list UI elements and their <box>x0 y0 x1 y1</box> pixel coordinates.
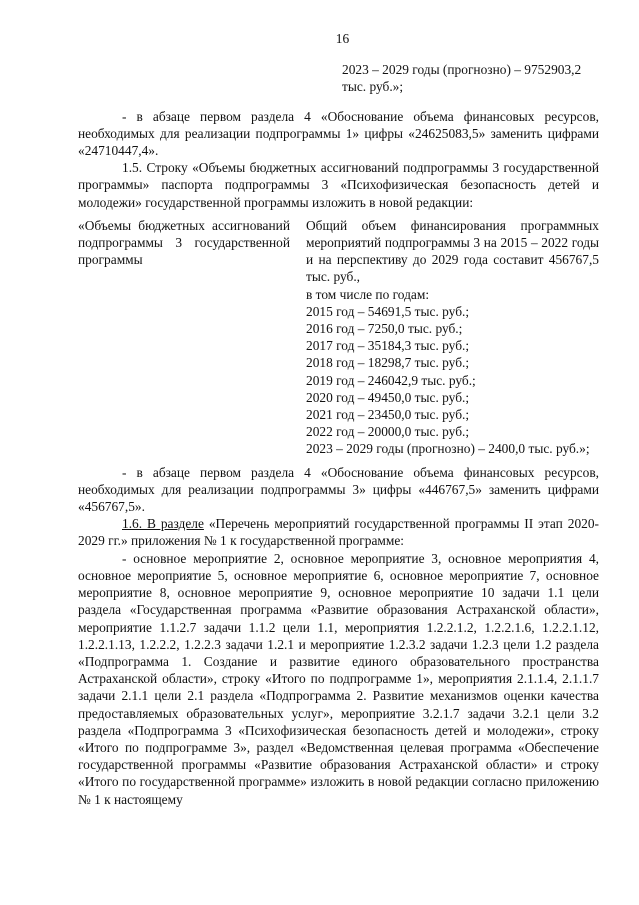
paragraph-1-5: 1.5. Строку «Объемы бюджетных ассигнований подпрограммы 3 государственной программы» паспорта подпрограммы 3 «Психофизическая безопасность детей и молодежи» государственной программы изложить в новой редакции: <box>78 160 599 210</box>
year-funding-line: 2022 год – 20000,0 тыс. руб.; <box>306 424 470 440</box>
paragraph-section4-subprogram3: - в абзаце первом раздела 4 «Обоснование объема финансовых ресурсов, необходимых для реализации подпрограммы 3» цифры «446767,5» заменить цифрами «456767,5». <box>78 464 599 515</box>
continuation-line-2: тыс. руб.»; <box>342 79 404 95</box>
paragraph-1-6-lead: 1.6. В разделе <box>122 516 204 532</box>
year-funding-line: 2021 год – 23450,0 тыс. руб.; <box>306 407 470 423</box>
quoted-budget-table <box>78 217 599 458</box>
year-funding-line: 2017 год – 35184,3 тыс. руб.; <box>306 338 470 354</box>
continuation-block <box>342 61 599 95</box>
year-funding-line: 2016 год – 7250,0 тыс. руб.; <box>306 321 463 337</box>
funding-total-text: Общий объем финансирования программных мероприятий подпрограммы 3 на 2015 – 2022 годы и на перспективу до 2029 года составит 456767,5 тыс. руб., <box>306 217 599 285</box>
by-years-label: в том числе по годам: <box>306 286 430 302</box>
table-left-cell: «Объемы бюджетных ассигнований подпрограммы 3 государственной программы <box>78 217 290 268</box>
year-funding-line: 2020 год – 49450,0 тыс. руб.; <box>306 389 470 405</box>
paragraph-activities-list: - основное мероприятие 2, основное мероприятие 3, основное мероприятия 4, основное мероприятие 5, основное мероприятие 6, основное мероприятие 7, основное мероприятие 8, основное мероприятие 9, основное мероприятие 10 задачи 1.1 цели раздела «Государственная программа «Развитие образования Астраханской области», мероприятие 1.1.2.7 задачи 1.1.2 цели 1.1, мероприятия 1.2.2.1.2, 1.2.2.1.6, 1.2.2.1.12, 1.2.2.1.13, 1.2.2.2, 1.2.2.3 задачи 1.2.1 и мероприятие 1.2.3.2 задачи 1.2.3 цели 1.2 раздела «Подпрограмма 1. Создание и развитие единого образовательного пространства Астраханской области», строку «Итого по подпрограмме 1», мероприятия 2.1.1.4, 2.1.1.7 задачи 2.1.1 цели 2.1 раздела «Подпрограмма 2. Развитие механизмов оценки качества предоставляемых образовательных услуг», мероприятие 3.2.1.7 задачи 3.2.1 цели 3.2 раздела «Подпрограмма 3 «Психофизическая безопасность детей и молодежи», строку «Итого по подпрограмме 3», раздел «Ведомственная целевая программа «Обеспечение государственной программы «Развитие образования Астраханской области» и строку «Итого по государственной программе» изложить в новой редакции согласно приложению № 1 к настоящему <box>78 550 599 807</box>
table-right-cell <box>306 217 599 458</box>
page-number: 16 <box>335 31 350 46</box>
year-funding-line: 2015 год – 54691,5 тыс. руб.; <box>306 303 470 319</box>
continuation-line-1: 2023 – 2029 годы (прогнозно) – 9752903,2 <box>342 62 582 78</box>
paragraph-1-6-rest: «Перечень мероприятий государственной программы II этап 2020-2029 гг.» приложения № 1 к государственной программе: <box>78 516 599 549</box>
funding-final-line: 2023 – 2029 годы (прогнозно) – 2400,0 тыс. руб.»; <box>306 441 590 457</box>
years-list <box>306 303 599 441</box>
paragraph-section4-subprogram1: - в абзаце первом раздела 4 «Обоснование объема финансовых ресурсов, необходимых для реализации подпрограммы 1» цифры «24625083,5» заменить цифрами «24710447,4». <box>78 108 599 159</box>
paragraph-1-6 <box>78 515 599 549</box>
year-funding-line: 2019 год – 246042,9 тыс. руб.; <box>306 372 476 388</box>
year-funding-line: 2018 год – 18298,7 тыс. руб.; <box>306 355 470 371</box>
